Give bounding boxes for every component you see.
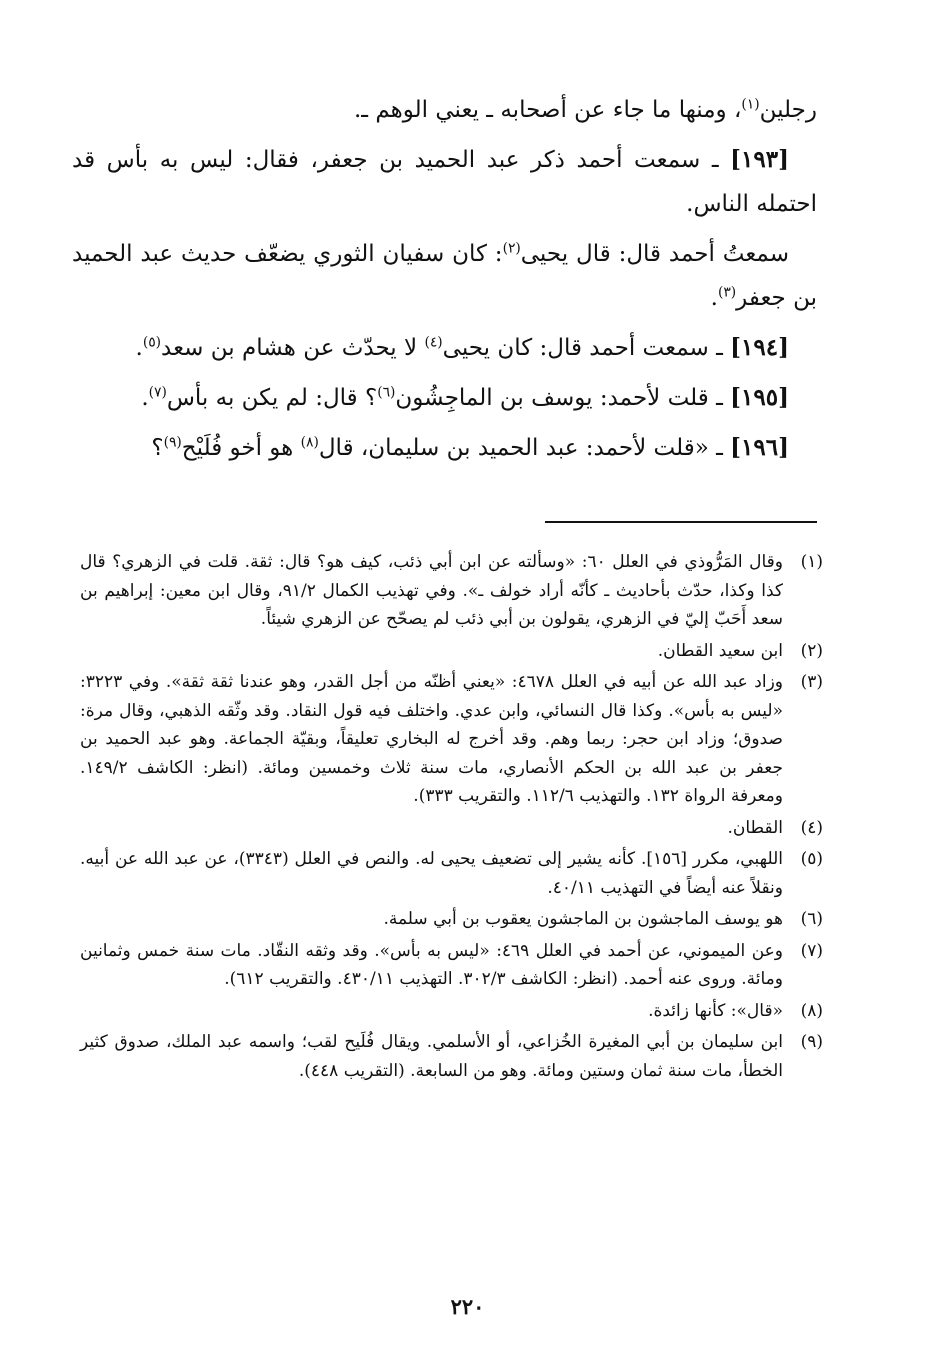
paragraph-194: [١٩٤] ـ سمعت أحمد قال: كان يحيى$^{(٤)}$ لا يحدّث عن هشام بن سعد$^{(٥)}$. xyxy=(135,334,789,361)
footnote-number: (٩) xyxy=(800,1032,823,1052)
footnote-number: (٣) xyxy=(800,672,823,692)
footnote-text: اللهبي، مكرر [١٥٦]. كأنه يشير إلى تضعيف يحيى له. والنص في العلل (٣٣٤٣)، عن عبد الله عن أبيه. ونقلاً عنه أيضاً في التهذيب ٤٠/١١. xyxy=(80,849,783,898)
footnote-number: (٨) xyxy=(800,1000,823,1021)
footnote-number: (٤) xyxy=(800,817,823,838)
footnote-3 xyxy=(80,668,823,811)
footnote-ref: (٨) xyxy=(300,434,319,451)
footnote-number: (٦) xyxy=(800,909,823,929)
footnote-ref: (٥) xyxy=(142,334,162,351)
paragraph-193-continued: سمعتُ أحمد قال: قال يحيى$^{(٢)}$: كان سفيان الثوري يضعّف حديث عبد الحميد بن جعفر$^{(٣)}$. xyxy=(72,240,817,311)
footnote-ref: (١) xyxy=(741,96,760,113)
footnote-5 xyxy=(80,845,823,902)
paragraph-193: [١٩٣] ـ سمعت أحمد ذكر عبد الحميد بن جعفر، فقال: ليس به بأس قد احتمله الناس. xyxy=(72,146,817,217)
footnotes xyxy=(80,548,823,1088)
footnote-8 xyxy=(80,997,823,1026)
footnote-number: (٥) xyxy=(800,849,823,869)
footnote-1 xyxy=(80,548,823,634)
entry-number: [١٩٣] xyxy=(730,146,789,173)
paragraph-196: [١٩٦] ـ «قلت لأحمد: عبد الحميد بن سليمان، قال$^{(٨)}$ هو أخو فُلَيْح$^{(٩)}$؟ xyxy=(151,434,789,461)
page-number: ٢٢٠ xyxy=(450,1294,485,1319)
footnote-text: ابن سعيد القطان. xyxy=(657,640,783,661)
footnote-number: (١) xyxy=(800,552,823,572)
footnote-7 xyxy=(80,937,823,994)
footnote-ref: (٧) xyxy=(148,384,167,401)
footnote-ref: (٩) xyxy=(163,434,182,451)
footnote-ref: (٣) xyxy=(717,284,737,301)
footnote-number: (٧) xyxy=(800,940,823,961)
footnote-ref: (٢) xyxy=(502,240,521,257)
footnote-text: القطان. xyxy=(727,817,783,838)
entry-number: [١٩٥] xyxy=(730,384,789,411)
main-text xyxy=(72,88,817,476)
footnote-text: وزاد عبد الله عن أبيه في العلل ٤٦٧٨: «يعني أظنّه من أجل القدر، وهو عندنا ثقة ثقة». وفي ٣٢٢٣: «ليس به بأس». وكذا قال النسائي، وابن عدي. واختلف فيه قول النقاد. وقد وثّقه الذهبي، وقال مرة: صدوق؛ وزاد ابن حجر: ربما وهم. وقد أخرج له البخاري تعليقاً، وبقيّة الجماعة. وهو عبد الحميد بن جعفر بن عبد الله بن الحكم الأنصاري، مات سنة ثلاث وخمسين ومائة. (انظر: الكاشف ١٤٩/٢. ومعرفة الرواة ١٣٢. والتهذيب ١١٢/٦. والتقريب ٣٣٣). xyxy=(80,672,784,806)
footnote-6 xyxy=(80,905,823,934)
footnote-text: ابن سليمان بن أبي المغيرة الخُزاعي، أو الأسلمي. ويقال فُلَيح لقب؛ واسمه عبد الملك، صدوق كثير الخطأ، مات سنة ثمان وستين ومائة. وهو من السابعة. (التقريب ٤٤٨). xyxy=(80,1032,783,1081)
footnote-ref: (٤) xyxy=(424,334,443,351)
entry-number: [١٩٦] xyxy=(730,434,789,461)
footnote-ref: (٦) xyxy=(377,384,396,401)
footnote-text: وعن الميموني، عن أحمد في العلل ٤٦٩: «ليس به بأس». وقد وثقه النقّاد. مات سنة خمس وثمانين ومائة. وروى عنه أحمد. (انظر: الكاشف ٣٠٢/٣. التهذيب ٤٣٠/١١. والتقريب ٦١٢). xyxy=(80,940,784,989)
footnote-text: وقال المَرُّوذي في العلل ٦٠: «وسألته عن ابن أبي ذئب، كيف هو؟ قال: ثقة. قلت في الزهري؟ قال كذا وكذا، حدّث بأحاديث ـ كأنّه أراد خولف ـ». وفي تهذيب الكمال ٩١/٢، وقال ابن معين: إبراهيم بن سعد أَحَبّ إليّ في الزهري، يقولون بن أبي ذئب لم يصحّح عن الزهري شيئاً. xyxy=(80,552,783,629)
footnote-text: هو يوسف الماجشون بن الماجشون يعقوب بن أبي سلمة. xyxy=(383,909,783,929)
footnote-2 xyxy=(80,637,823,666)
footnote-separator xyxy=(545,521,817,523)
footnote-9 xyxy=(80,1028,823,1085)
footnote-number: (٢) xyxy=(800,640,823,661)
footnote-text: «قال»: كأنها زائدة. xyxy=(648,1000,783,1021)
paragraph-intro: رجلين$^{(١)}$، ومنها ما جاء عن أصحابه ـ يعني الوهم ـ. xyxy=(353,96,817,123)
paragraph-195: [١٩٥] ـ قلت لأحمد: يوسف بن الماجِشُون$^{(٦)}$؟ قال: لم يكن به بأس$^{(٧)}$. xyxy=(141,384,789,411)
entry-number: [١٩٤] xyxy=(730,334,789,361)
footnote-4 xyxy=(80,814,823,843)
